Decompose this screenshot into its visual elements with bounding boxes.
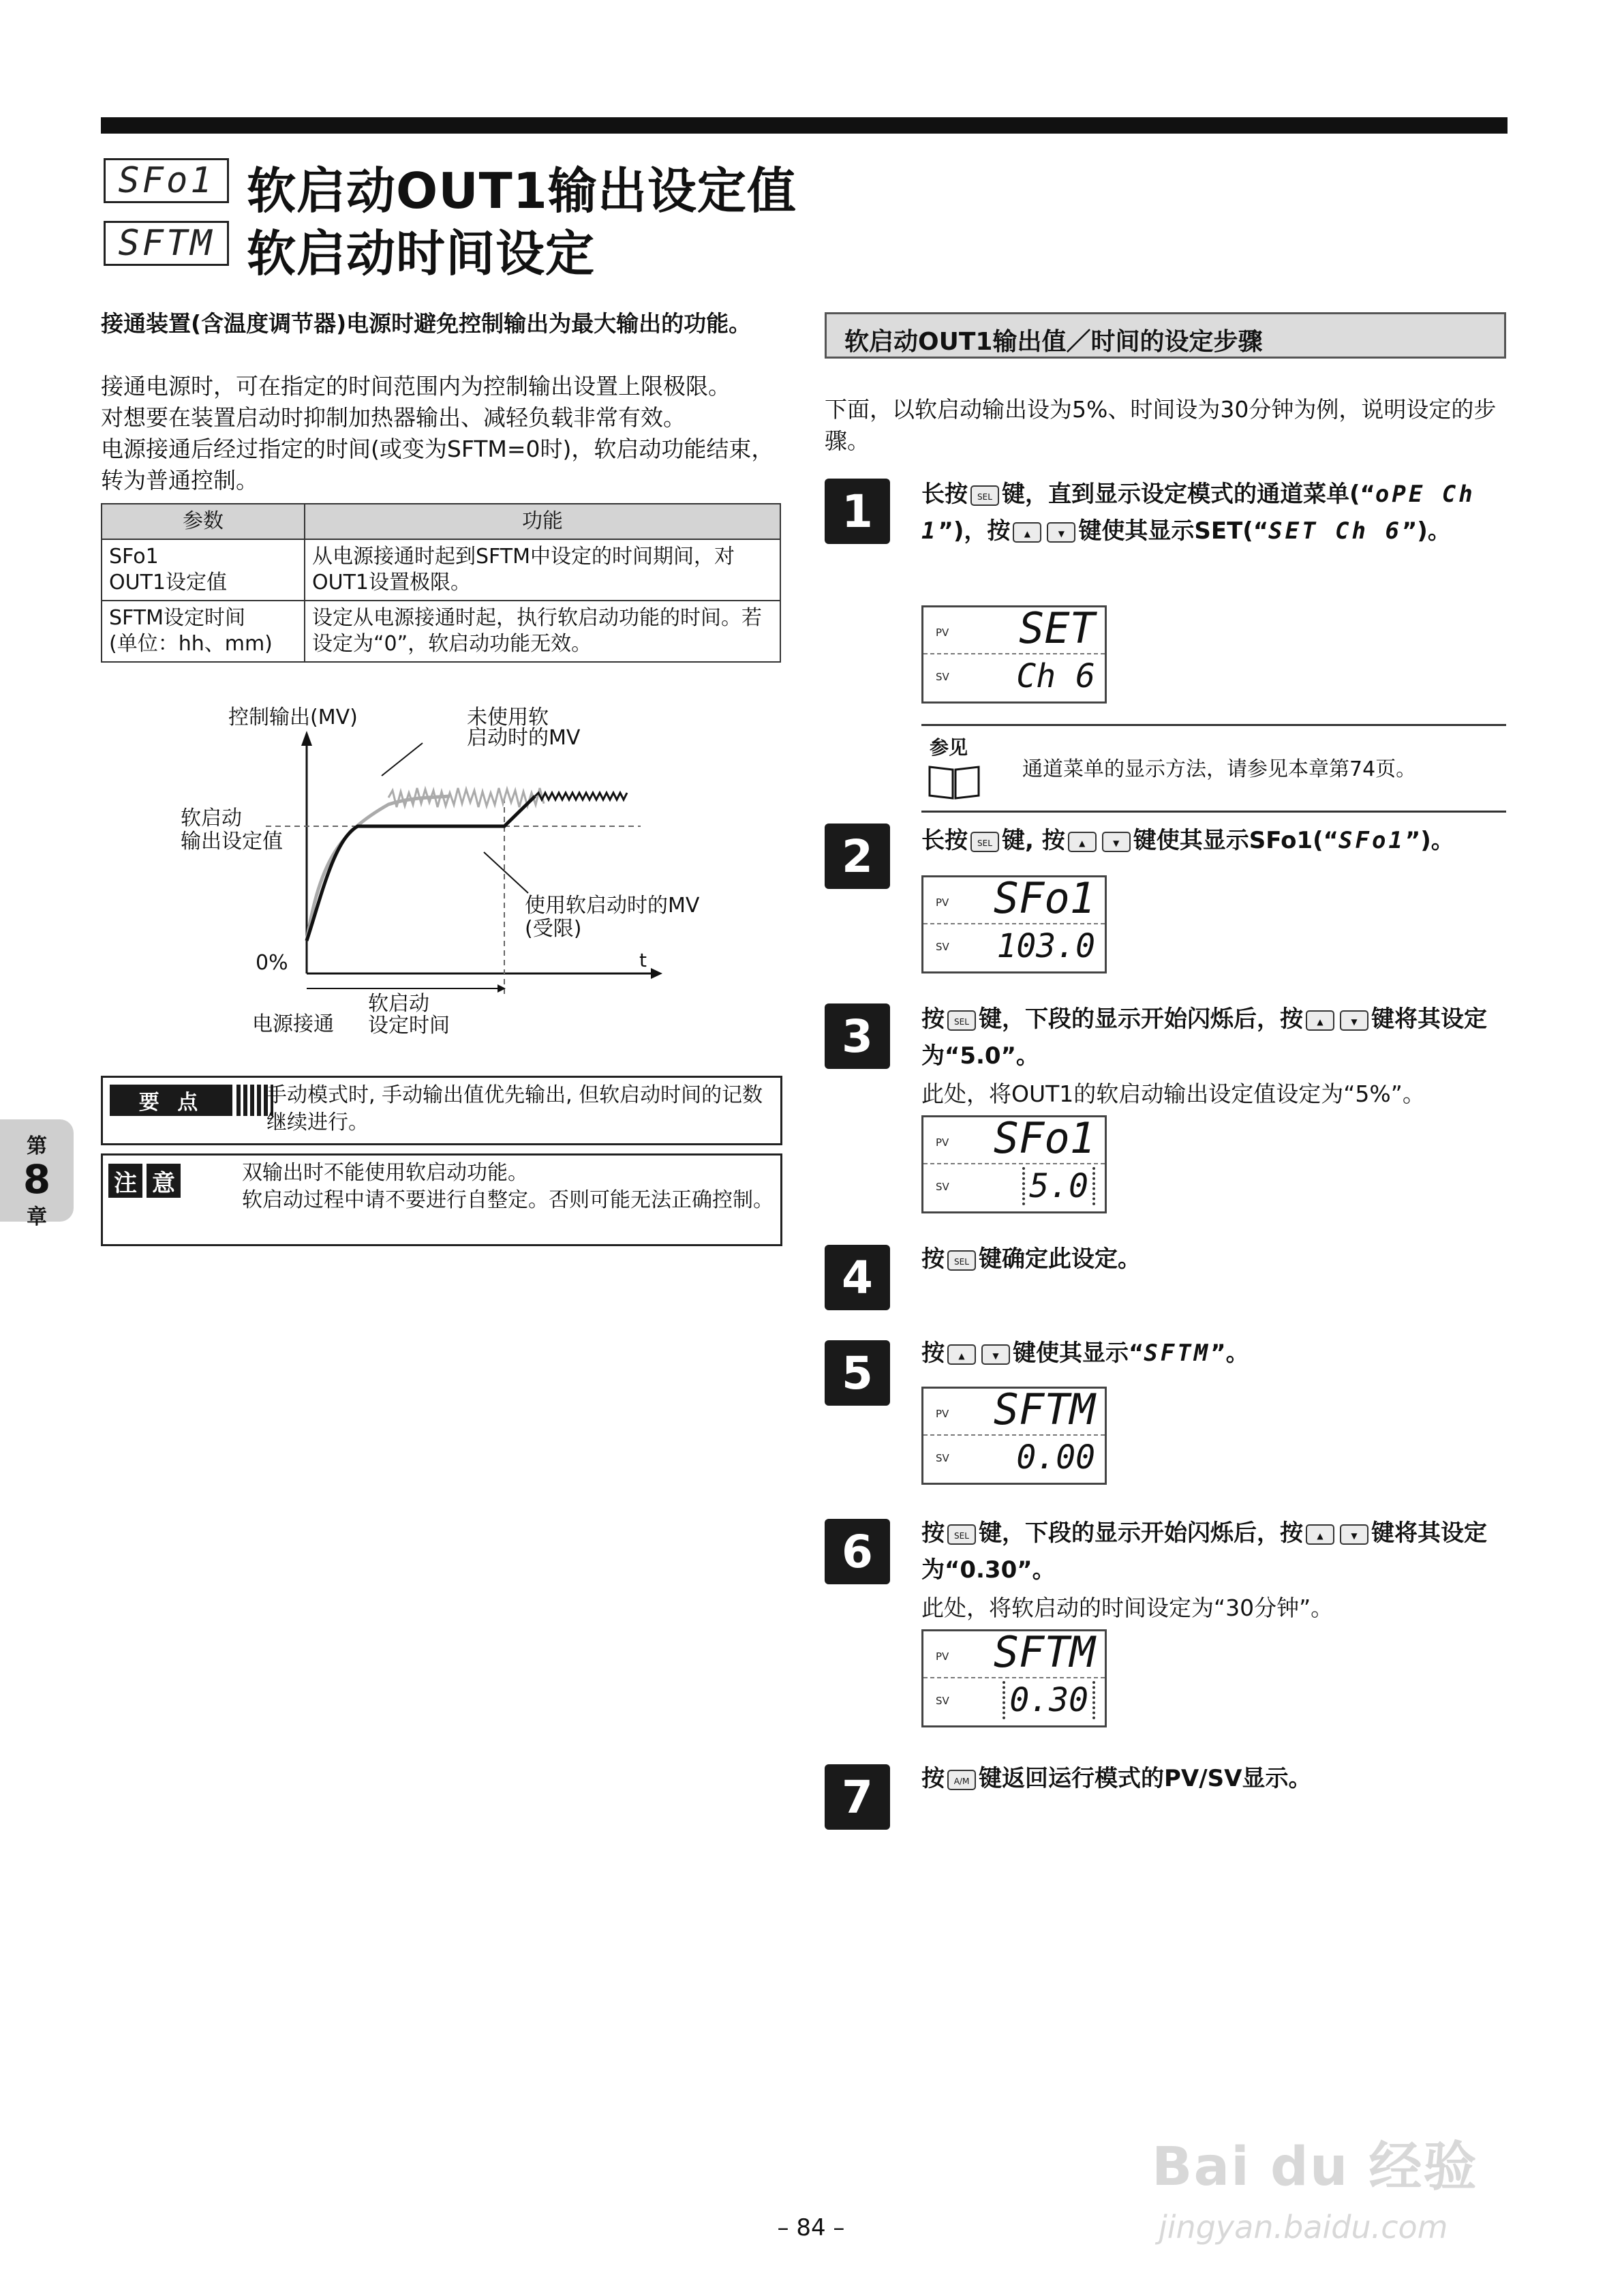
table-cell-func: 从电源接通时起到SFTM中设定的时间期间，对OUT1设置极限。 [305,539,780,601]
unused-label-2: 启动时的MV [467,726,581,750]
intro-line-2: 对想要在装置启动时抑制加热器输出、减轻负载非常有效。 [101,404,686,431]
point-tag: 要 点 [110,1085,232,1116]
setting-label-1: 软启动 [181,806,242,830]
step-2-t3: 键使其显示SFo1(“ [1133,827,1339,854]
step-1-code-2: SET Ch 6 [1268,517,1402,545]
soft-start-mv-noise [535,793,627,800]
step-3-text [921,1001,1501,1074]
table-row [102,539,780,601]
reference-label: 参见 [930,736,968,759]
up-key-icon: ▲ [1306,1010,1334,1031]
soft-time-label-2: 设定时间 [368,1014,450,1038]
step-6-number: 6 [825,1519,890,1584]
zero-label: 0% [256,951,288,975]
step-3-number: 3 [825,1003,890,1069]
up-key-icon: ▲ [1306,1524,1334,1545]
table-cell-param [102,601,305,662]
table-row [102,601,780,662]
step-6-t1: 按 [921,1520,945,1547]
step-5-t1: 按 [921,1340,945,1367]
step-1-text [921,476,1501,549]
intro-line-1: 接通电源时，可在指定的时间范围内为控制输出设置上限极限。 [101,373,731,399]
lcd-sv-value: 0.00 [1016,1438,1095,1477]
lcd-pv-label: PV [936,896,949,909]
step-5-t3: ”。 [1210,1340,1249,1367]
used-label-2: (受限) [525,917,582,941]
lcd-sv-row [923,654,1105,700]
step-2-t1: 长按 [921,827,968,854]
reference-box [921,724,1506,813]
lcd-sv-value-blinking: 0.30 [1003,1681,1095,1719]
param-sub: OUT1设定值 [109,571,227,594]
step-1-t1: 长按 [921,481,968,508]
lcd-pv-value: SFTM [993,1627,1095,1677]
used-label-1: 使用软启动时的MV [525,894,700,918]
step-7-t2: 键返回运行模式的PV/SV显示。 [979,1765,1312,1792]
lcd-sv-row [923,1436,1105,1481]
lcd-pv-row [923,1385,1105,1436]
step-5-code: SFTM [1144,1340,1211,1367]
sel-key-icon: SEL [947,1524,976,1545]
y-axis-label: 控制输出(MV) [228,706,358,729]
up-key-icon: ▲ [1068,832,1097,852]
lcd-sv-row [923,924,1105,970]
step-6-text [921,1515,1501,1588]
down-key-icon: ▼ [1102,832,1131,852]
step-2-text [921,822,1501,859]
caution-tag-1: 注 [108,1164,142,1198]
lcd-pv-row [923,1627,1105,1678]
step-1-t4: 键使其显示SET(“ [1078,517,1269,545]
am-key-icon: A/M [947,1770,976,1790]
soft-start-diagram [164,695,700,1050]
lcd-pv-label: PV [936,1408,949,1420]
table-cell-func: 设定从电源接通时起，执行软启动功能的时间。若设定为“0”，软启动功能无效。 [305,601,780,662]
up-key-icon: ▲ [1013,522,1041,543]
step-1-number: 1 [825,479,890,544]
step-2-code: SFo1 [1338,827,1405,854]
chapter-tab [0,1119,74,1229]
up-key-icon: ▲ [947,1344,976,1365]
x-axis-arrow [651,968,662,979]
lcd-step-6 [921,1629,1107,1727]
lcd-step-1 [921,605,1107,704]
lcd-pv-value: SFo1 [993,1113,1095,1163]
table-header-param: 参数 [102,504,305,539]
step-2-number: 2 [825,824,890,889]
step-4-t2: 键确定此设定。 [979,1245,1141,1273]
intro-bold: 接通装置(含温度调节器)电源时避免控制输出为最大输出的功能。 [101,310,752,337]
lcd-sv-row [923,1164,1105,1210]
intro-text [101,371,789,496]
leader-unused [382,743,423,776]
point-text: 手动模式时, 手动输出值优先输出, 但软启动时间的记数继续进行。 [266,1083,763,1134]
sel-key-icon: SEL [947,1010,976,1031]
step-4-text [921,1241,1501,1278]
down-key-icon: ▼ [1340,1010,1368,1031]
step-6-t2: 键，下段的显示开始闪烁后，按 [979,1520,1303,1547]
lcd-pv-row [923,873,1105,924]
leader-used [484,852,528,893]
step-3-sub: 此处，将OUT1的软启动输出设定值设定为“5%”。 [921,1081,1425,1107]
page-title-sftm: 软启动时间设定 [247,225,596,282]
y-axis-arrow [301,731,312,746]
table-header-func: 功能 [305,504,780,539]
sftm-code-box: SFTM [104,221,229,266]
lcd-step-5 [921,1387,1107,1485]
soft-time-label-1: 软启动 [368,992,429,1016]
t-label: t [639,949,647,971]
page-title-sfo1: 软启动OUT1输出设定值 [247,162,797,220]
lcd-pv-value: SFo1 [993,873,1095,923]
lcd-sv-value: 103.0 [996,927,1095,965]
down-key-icon: ▼ [1047,522,1075,543]
sel-key-icon: SEL [970,832,999,852]
unused-label-1: 未使用软 [467,706,549,729]
step-4-t1: 按 [921,1245,945,1273]
step-7-text [921,1760,1501,1797]
power-on-label: 电源接通 [252,1012,334,1036]
step-6-t3: 键将其设定为“0.30”。 [921,1520,1487,1584]
step-7-t1: 按 [921,1765,945,1792]
watermark-logo: Bai du 经验 [1152,2136,1478,2198]
chapter-top: 第 [27,1134,47,1158]
step-5-text [921,1335,1501,1372]
watermark-url: jingyan.baidu.com [1159,2209,1448,2246]
param-name: SFo1 [109,545,159,569]
step-3-t3: 键将其设定为“5.0”。 [921,1006,1487,1070]
parameter-table [101,503,781,663]
lcd-pv-label: PV [936,1136,949,1149]
lcd-step-3 [921,1115,1107,1213]
lcd-pv-value: SFTM [993,1385,1095,1434]
step-2-t4: ”)。 [1405,827,1454,854]
step-5-number: 5 [825,1340,890,1406]
step-1-code-1: oPE Ch 1 [921,481,1475,545]
caution-line-2: 软启动过程中请不要进行自整定。否则可能无法正确控制。 [242,1188,774,1212]
lcd-pv-value: SET [1019,603,1095,653]
lcd-sv-label: SV [936,1452,949,1464]
sel-key-icon: SEL [947,1250,976,1271]
setting-label-2: 输出设定值 [181,830,283,854]
intro-line-3: 电源接通后经过指定的时间(或变为SFTM=0时)，软启动功能结束，转为普通控制。 [101,436,774,494]
lcd-pv-label: PV [936,1650,949,1663]
lcd-sv-row [923,1678,1105,1724]
step-1-t2: 键，直到显示设定模式的通道菜单(“ [1002,481,1375,508]
lcd-pv-row [923,1113,1105,1164]
top-rule [101,117,1508,134]
caution-line-1: 双输出时不能使用软启动功能。 [242,1161,528,1185]
param-sub: (单位：hh、mm) [109,632,273,656]
chapter-number: 8 [22,1156,51,1203]
lcd-pv-row [923,603,1105,654]
caution-tag-2: 意 [147,1164,181,1198]
lcd-sv-label: SV [936,1695,949,1707]
step-4-number: 4 [825,1245,890,1310]
caution-text [242,1160,774,1214]
lcd-sv-value-blinking: 5.0 [1022,1167,1095,1205]
lcd-sv-value: Ch 6 [1016,657,1095,695]
down-key-icon: ▼ [1340,1524,1368,1545]
step-1-t3: ”)，按 [938,517,1011,545]
point-box [101,1076,782,1145]
book-icon [927,763,981,801]
section-title: 软启动OUT1输出值／时间的设定步骤 [825,312,1506,359]
unrestricted-mv-curve [307,796,450,941]
sel-key-icon: SEL [970,485,999,506]
sfo1-code-box: SFo1 [104,158,229,203]
param-name: SFTM设定时间 [109,606,245,630]
step-1-t5: ”)。 [1401,517,1451,545]
lcd-sv-label: SV [936,1181,949,1193]
page-number: – 84 – [777,2214,845,2241]
step-2-t2: 键, 按 [1002,827,1065,854]
table-cell-param [102,539,305,601]
reference-text: 通道菜单的显示方法，请参见本章第74页。 [1022,757,1417,781]
step-7-number: 7 [825,1764,890,1830]
step-3-t1: 按 [921,1006,945,1033]
lcd-sv-label: SV [936,941,949,953]
down-key-icon: ▼ [981,1344,1010,1365]
lcd-step-2 [921,875,1107,973]
lcd-pv-label: PV [936,626,949,639]
step-6-sub: 此处，将软启动的时间设定为“30分钟”。 [921,1595,1334,1621]
lcd-sv-label: SV [936,671,949,683]
chapter-bottom: 章 [27,1205,47,1229]
step-5-t2: 键使其显示“ [1013,1340,1144,1367]
right-intro: 下面，以软启动输出设为5%、时间设为30分钟为例，说明设定的步骤。 [825,396,1497,454]
step-3-t2: 键，下段的显示开始闪烁后，按 [979,1006,1303,1033]
caution-box [101,1153,782,1246]
